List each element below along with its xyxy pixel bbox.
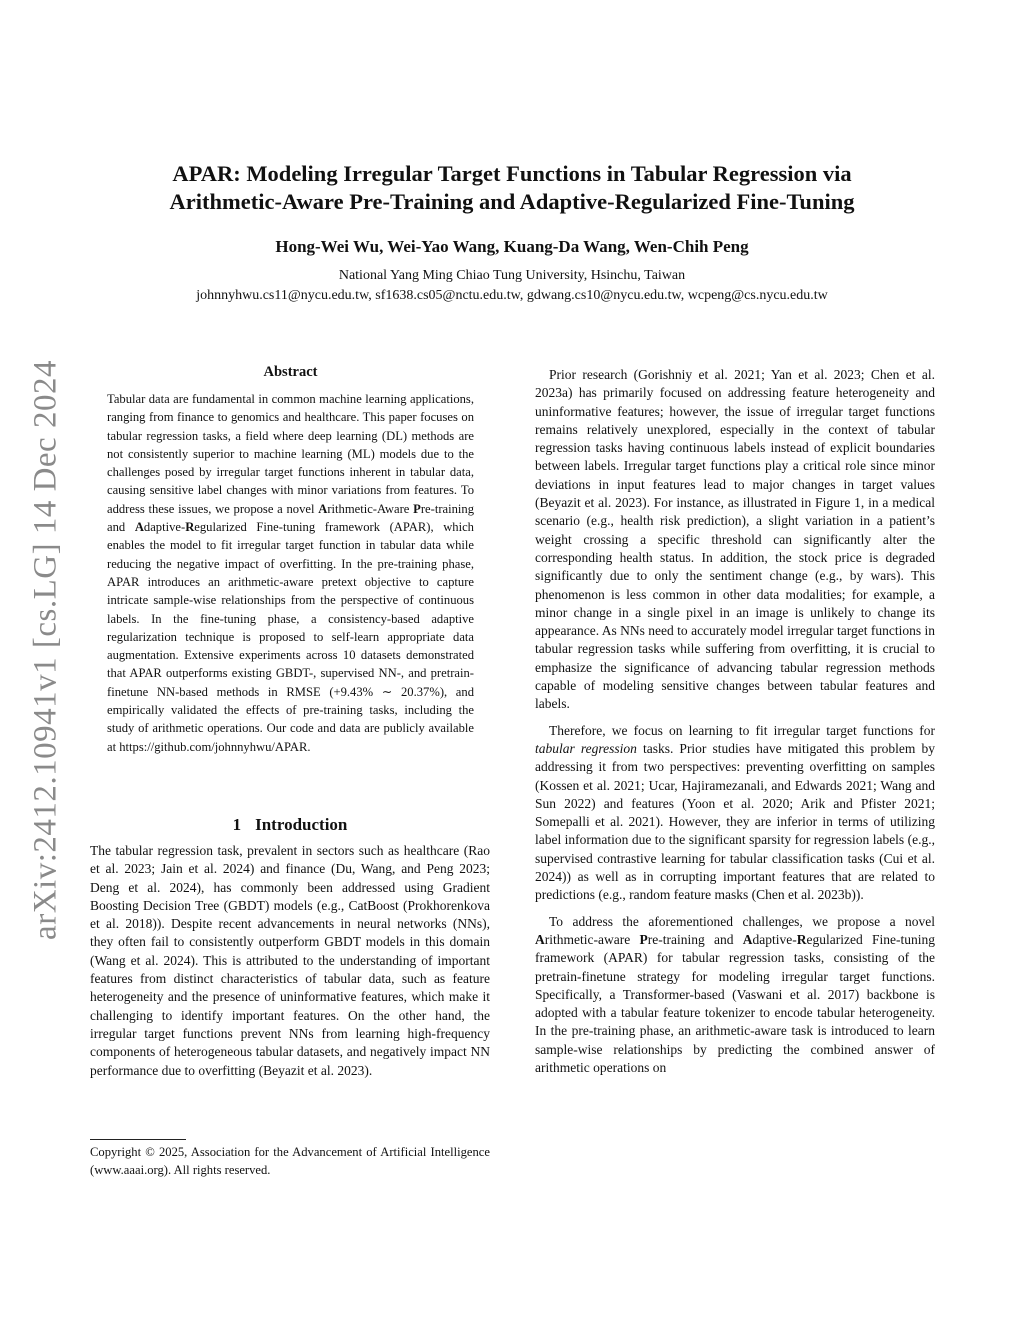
- paragraph-fragment: re-training and: [647, 931, 743, 947]
- abstract-part-2: egularized Fine-tuning framework (APAR), which enables the model to fit irregular target function in tabular data while reducing the negative impact of overfitting. In the pre-training phase, APAR introduces an arithmetic-aware pretext objective to capture intricate sample-wise relationships from the perspective of continuous labels. In the fine-tuning phase, a consistency-based adaptive regularization technique is proposed to self-learn appropriate data augmentation. Extensive experiments across 10 datasets demonstrated that APAR outperforms existing GBDT-, supervised NN-, and pretrain-finetune NN-based methods in RMSE (+9.43% ∼ 20.37%), and empirically validated the effects of pre-training tasks, including the study of arithmetic operations. Our code and data are publicly available at https://github.com/johnnyhwu/APAR.: [107, 520, 474, 754]
- title-line-2: Arithmetic-Aware Pre-Training and Adaptive-Regularized Fine-Tuning: [169, 189, 855, 214]
- section-number: 1: [232, 815, 242, 834]
- right-paragraph-1: Prior research (Gorishniy et al. 2021; Yan et al. 2023; Chen et al. 2023a) has primarily focused on addressing feature heterogeneity and uninformative features; however, the issue of irregular target functions remains relatively unexplored, especially in the context of tabular regression tasks having continuous labels instead of explicit boundaries between labels. Irregular target functions play a critical role since minor deviations in input features lead to major changes in target values (Beyazit et al. 2023). For instance, as illustrated in Figure 1, in a medical scenario (e.g., health risk prediction), a slight variation in a patient’s weight crossing a specific threshold can significantly alter the corresponding health status. In addition, the stock price is degraded significantly due to only the sentiment change (e.g., by wars). This phenomenon is less common in other data modalities; for example, a minor change in a single pixel in an image is unlikely to change its appearance. As NNs need to accurately model irregular target functions in tabular regression tasks while suffering from overfitting, it is crucial to emphasize the significance of advancing tabular regression methods capable of modeling sensitive changes between tabular features and labels.: [535, 367, 935, 712]
- right-paragraph-3: [535, 913, 935, 1078]
- acronym-letter: A: [535, 931, 545, 947]
- paragraph-fragment: egularized Fine-tuning framework (APAR) for tabular regression tasks, consisting of the pretrain-finetune strategy for modeling irregular target functions. Specifically, a Transformer-based (Vaswani et al. 2017) backbone is adopted with a tabular feature tokenizer to encode tabular heterogeneity. In the pre-training phase, an arithmetic-aware task is introduced to learn sample-wise relationships by predicting the combined answer of arithmetic operations on: [535, 931, 935, 1075]
- emphasis-text: tabular regression: [535, 740, 637, 756]
- introduction-paragraph: [90, 842, 490, 1080]
- paragraph-fragment: rithmetic-aware: [544, 931, 640, 947]
- acronym-letter: P: [413, 501, 421, 516]
- right-column: [535, 366, 935, 1085]
- acronym-letter: R: [185, 520, 195, 535]
- abstract-fragment: daptive-: [143, 520, 186, 535]
- title-line-1: APAR: Modeling Irregular Target Functions in Tabular Regression via: [172, 161, 852, 186]
- abstract-fragment: rithmetic-Aware: [327, 501, 414, 516]
- author-emails: johnnyhwu.cs11@nycu.edu.tw, sf1638.cs05@nctu.edu.tw, gdwang.cs10@nycu.edu.tw, wcpeng@cs.nycu.edu.tw: [196, 288, 828, 303]
- footnote-rule: [90, 1139, 186, 1140]
- intro-text: The tabular regression task, prevalent in sectors such as healthcare (Rao et al. 2023; Jain et al. 2024) and finance (Du, Wang, and Peng 2023; Deng et al. 2024), has commonly been addressed using Gradient Boosting Decision Tree (GBDT) models (e.g., CatBoost (Prokhorenkova et al. 2018)). Despite recent advancements in neural networks (NNs), they often fail to consistently outperform GBDT models in this domain (Wang et al. 2024). This is attributed to the understanding of important features from distinct characteristics of tabular data, such as feature heterogeneity and the presence of uninformative features, which make it challenging to identify important features. On the other hand, the irregular target functions prevent NNs from learning high-frequency components of heterogeneous tabular datasets, and negatively impact NN performance due to overfitting (Beyazit et al. 2023).: [90, 843, 490, 1078]
- paragraph-fragment: To address the aforementioned challenges, we propose a novel: [549, 913, 935, 929]
- affiliation: National Yang Ming Chiao Tung University, Hsinchu, Taiwan: [338, 268, 686, 283]
- paragraph-fragment: Therefore, we focus on learning to fit irregular target functions for: [549, 722, 935, 738]
- paragraph-fragment: daptive-: [752, 931, 797, 947]
- right-paragraph-2: [535, 722, 935, 905]
- arxiv-stamp-text: arXiv:2412.10941v1 [cs.LG] 14 Dec 2024: [27, 360, 64, 940]
- acronym-letter: P: [639, 931, 648, 947]
- arxiv-identifier-stamp: [20, 350, 72, 950]
- paper-title: [100, 160, 924, 216]
- abstract-heading: Abstract: [263, 364, 318, 380]
- acronym-letter: R: [796, 931, 807, 947]
- acronym-letter: A: [318, 501, 328, 516]
- copyright-footnote: Copyright © 2025, Association for the Advancement of Artificial Intelligence (www.aaai.org). All rights reserved.: [90, 1145, 490, 1177]
- section-title: Introduction: [255, 815, 348, 834]
- section-heading-introduction: [90, 815, 490, 835]
- abstract-text: [107, 390, 474, 756]
- paragraph-fragment: tasks. Prior studies have mitigated this problem by addressing it from two perspectives: preventing overfitting on samples (Kossen et al. 2021; Ucar, Hajiramezanali, and Edwards 2021; Wang and Sun 2022) and features (Yoon et al. 2020; Arik and Pfister 2021; Somepalli et al. 2021). However, they are inferior in terms of utilizing label information due to the significant sparsity for regression labels (e.g., supervised contrastive learning for tabular classification tasks (Cui et al. 2024)) as well as in corrupting important features that are related to predictions (e.g., random feature masks (Chen et al. 2023b)).: [535, 740, 935, 903]
- abstract-part-1: Tabular data are fundamental in common machine learning applications, ranging from finance to genomics and healthcare. This paper focuses on tabular regression tasks, a field where deep learning (DL) methods are not consistently superior to machine learning (ML) models due to the challenges posed by irregular target functions inherent in tabular data, causing sensitive label changes with minor variations from features. To address these issues, we propose a novel: [107, 392, 474, 516]
- acronym-letter: A: [134, 520, 144, 535]
- acronym-letter: A: [742, 931, 753, 947]
- abstract-fragment: re-training and: [107, 501, 474, 535]
- author-list: Hong-Wei Wu, Wei-Yao Wang, Kuang-Da Wang, Wen-Chih Peng: [275, 237, 749, 256]
